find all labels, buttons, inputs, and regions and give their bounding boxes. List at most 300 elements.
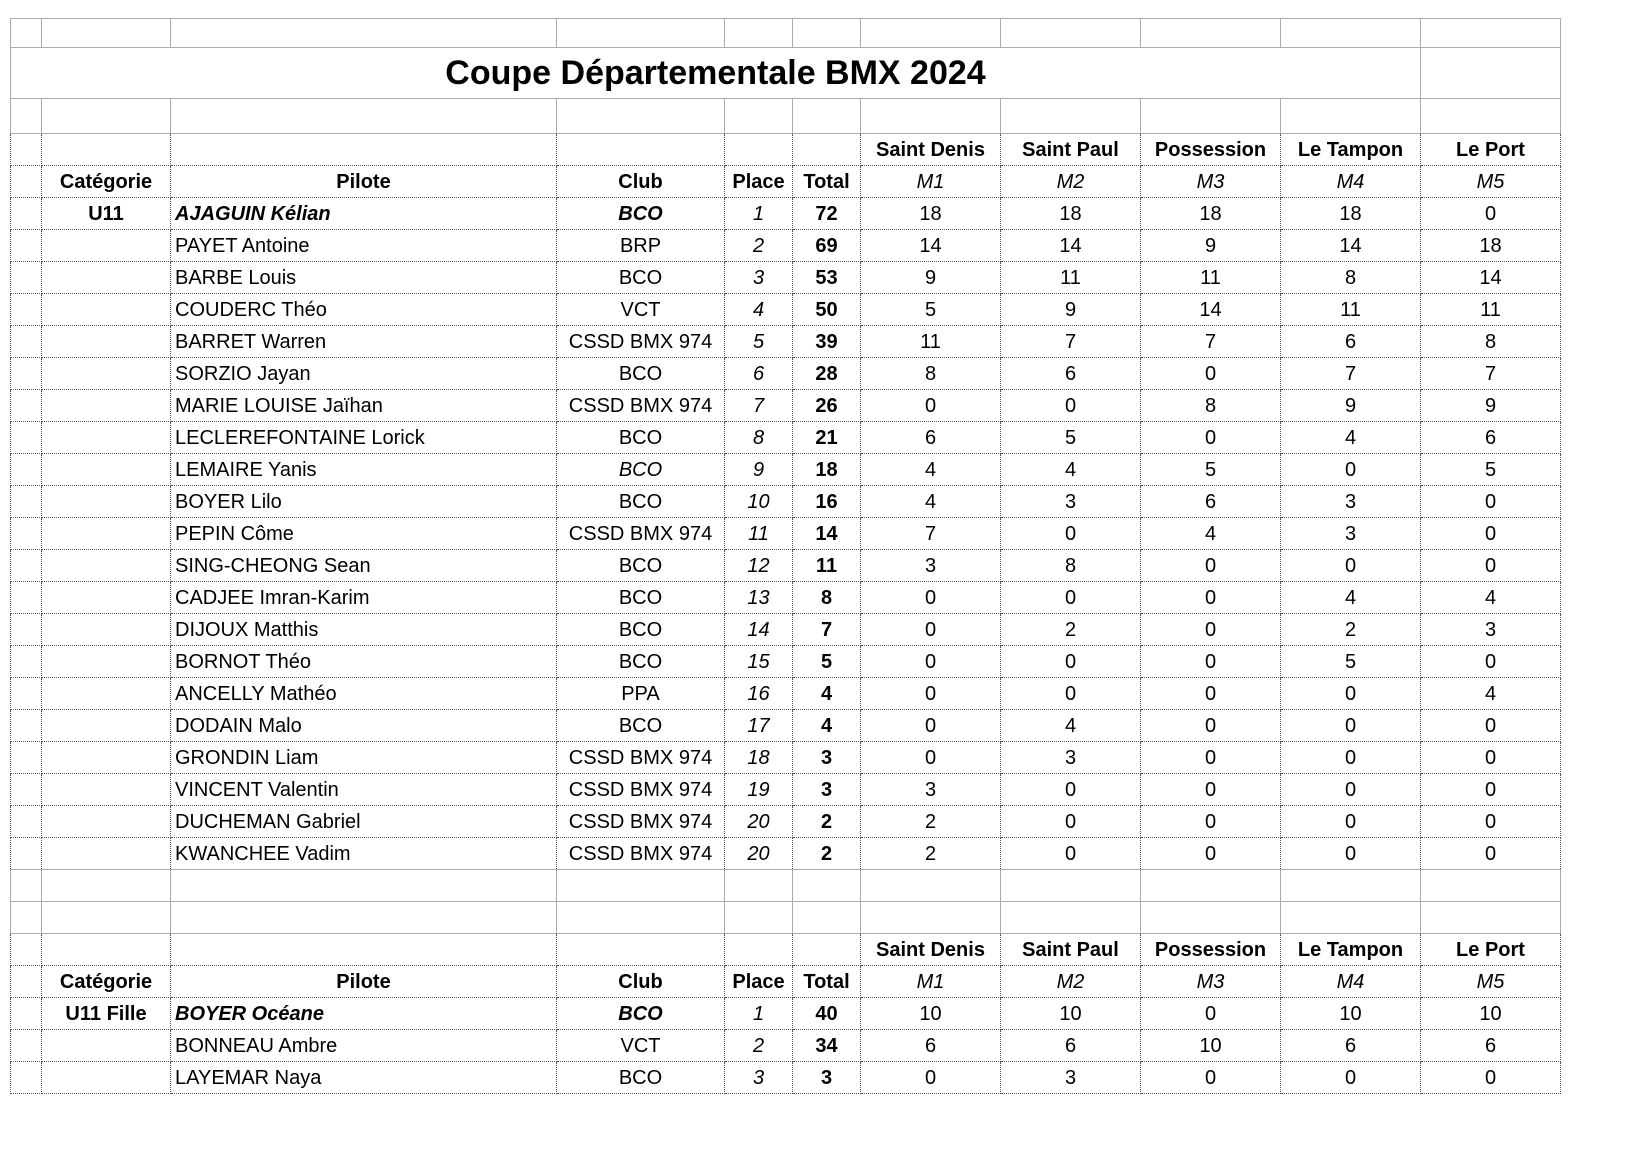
score-cell[interactable]: 5 — [861, 294, 1001, 326]
score-cell[interactable]: 18 — [1281, 198, 1421, 230]
score-cell[interactable]: 0 — [1421, 646, 1561, 678]
pilot-cell[interactable]: COUDERC Théo — [171, 294, 557, 326]
empty-cell[interactable] — [42, 1062, 171, 1094]
score-cell[interactable]: 0 — [861, 742, 1001, 774]
place-cell[interactable]: 1 — [725, 998, 793, 1030]
club-cell[interactable]: BCO — [557, 550, 725, 582]
empty-cell[interactable] — [557, 934, 725, 966]
empty-cell[interactable] — [171, 870, 557, 902]
total-cell[interactable]: 72 — [793, 198, 861, 230]
pilot-cell[interactable]: VINCENT Valentin — [171, 774, 557, 806]
score-cell[interactable]: 0 — [1141, 742, 1281, 774]
manche-header[interactable]: M4 — [1281, 166, 1421, 198]
club-cell[interactable]: BCO — [557, 582, 725, 614]
empty-cell[interactable] — [42, 870, 171, 902]
score-cell[interactable]: 8 — [1141, 390, 1281, 422]
club-cell[interactable]: CSSD BMX 974 — [557, 838, 725, 870]
score-cell[interactable]: 4 — [1281, 422, 1421, 454]
score-cell[interactable]: 6 — [1001, 1030, 1141, 1062]
score-cell[interactable]: 8 — [1001, 550, 1141, 582]
empty-cell[interactable] — [11, 230, 42, 262]
empty-cell[interactable] — [557, 99, 725, 134]
empty-cell[interactable] — [557, 134, 725, 166]
score-cell[interactable]: 4 — [1281, 582, 1421, 614]
place-cell[interactable]: 9 — [725, 454, 793, 486]
empty-cell[interactable] — [11, 166, 42, 198]
empty-cell[interactable] — [171, 99, 557, 134]
total-cell[interactable]: 7 — [793, 614, 861, 646]
empty-cell[interactable] — [11, 870, 42, 902]
score-cell[interactable]: 4 — [1001, 454, 1141, 486]
total-cell[interactable]: 5 — [793, 646, 861, 678]
score-cell[interactable]: 0 — [1421, 198, 1561, 230]
score-cell[interactable]: 6 — [1421, 1030, 1561, 1062]
score-cell[interactable]: 0 — [1281, 454, 1421, 486]
empty-cell[interactable] — [793, 19, 861, 48]
score-cell[interactable]: 0 — [1141, 1062, 1281, 1094]
total-cell[interactable]: 3 — [793, 742, 861, 774]
total-cell[interactable]: 3 — [793, 774, 861, 806]
empty-cell[interactable] — [11, 1030, 42, 1062]
empty-cell[interactable] — [11, 550, 42, 582]
score-cell[interactable]: 2 — [861, 838, 1001, 870]
venue-header[interactable]: Le Tampon — [1281, 934, 1421, 966]
place-cell[interactable]: 3 — [725, 262, 793, 294]
empty-cell[interactable] — [1141, 99, 1281, 134]
empty-cell[interactable] — [42, 646, 171, 678]
club-cell[interactable]: VCT — [557, 294, 725, 326]
venue-header[interactable]: Possession — [1141, 934, 1281, 966]
pilot-cell[interactable]: GRONDIN Liam — [171, 742, 557, 774]
empty-cell[interactable] — [1141, 19, 1281, 48]
score-cell[interactable]: 0 — [1421, 710, 1561, 742]
club-cell[interactable]: BCO — [557, 486, 725, 518]
manche-header[interactable]: M4 — [1281, 966, 1421, 998]
score-cell[interactable]: 9 — [1001, 294, 1141, 326]
club-cell[interactable]: BRP — [557, 230, 725, 262]
score-cell[interactable]: 8 — [1281, 262, 1421, 294]
score-cell[interactable]: 5 — [1141, 454, 1281, 486]
place-cell[interactable]: 2 — [725, 230, 793, 262]
score-cell[interactable]: 6 — [861, 422, 1001, 454]
score-cell[interactable]: 18 — [861, 198, 1001, 230]
empty-cell[interactable] — [11, 934, 42, 966]
total-cell[interactable]: 16 — [793, 486, 861, 518]
club-cell[interactable]: CSSD BMX 974 — [557, 390, 725, 422]
empty-cell[interactable] — [861, 99, 1001, 134]
total-cell[interactable]: 4 — [793, 710, 861, 742]
club-cell[interactable]: BCO — [557, 358, 725, 390]
score-cell[interactable]: 11 — [1141, 262, 1281, 294]
score-cell[interactable]: 0 — [1281, 774, 1421, 806]
score-cell[interactable]: 7 — [1141, 326, 1281, 358]
empty-cell[interactable] — [171, 934, 557, 966]
score-cell[interactable]: 0 — [1141, 550, 1281, 582]
score-cell[interactable]: 0 — [1421, 806, 1561, 838]
score-cell[interactable]: 3 — [861, 550, 1001, 582]
place-cell[interactable]: 3 — [725, 1062, 793, 1094]
club-cell[interactable]: BCO — [557, 422, 725, 454]
score-cell[interactable]: 9 — [1421, 390, 1561, 422]
category-cell[interactable]: U11 Fille — [42, 998, 171, 1030]
empty-cell[interactable] — [42, 19, 171, 48]
pilot-cell[interactable]: MARIE LOUISE Jaïhan — [171, 390, 557, 422]
header-total[interactable]: Total — [793, 166, 861, 198]
empty-cell[interactable] — [11, 390, 42, 422]
pilot-cell[interactable]: AJAGUIN Kélian — [171, 198, 557, 230]
empty-cell[interactable] — [1421, 902, 1561, 934]
score-cell[interactable]: 0 — [1141, 774, 1281, 806]
score-cell[interactable]: 3 — [1001, 486, 1141, 518]
empty-cell[interactable] — [11, 902, 42, 934]
score-cell[interactable]: 0 — [1141, 422, 1281, 454]
manche-header[interactable]: M3 — [1141, 966, 1281, 998]
place-cell[interactable]: 7 — [725, 390, 793, 422]
pilot-cell[interactable]: BARRET Warren — [171, 326, 557, 358]
score-cell[interactable]: 0 — [1281, 742, 1421, 774]
score-cell[interactable]: 0 — [861, 614, 1001, 646]
venue-header[interactable]: Saint Paul — [1001, 934, 1141, 966]
manche-header[interactable]: M2 — [1001, 166, 1141, 198]
pilot-cell[interactable]: PAYET Antoine — [171, 230, 557, 262]
venue-header[interactable]: Saint Paul — [1001, 134, 1141, 166]
score-cell[interactable]: 10 — [1001, 998, 1141, 1030]
empty-cell[interactable] — [1281, 99, 1421, 134]
score-cell[interactable]: 6 — [1141, 486, 1281, 518]
empty-cell[interactable] — [42, 422, 171, 454]
empty-cell[interactable] — [1001, 19, 1141, 48]
venue-header[interactable]: Possession — [1141, 134, 1281, 166]
score-cell[interactable]: 0 — [1281, 710, 1421, 742]
empty-cell[interactable] — [42, 518, 171, 550]
total-cell[interactable]: 53 — [793, 262, 861, 294]
place-cell[interactable]: 13 — [725, 582, 793, 614]
club-cell[interactable]: BCO — [557, 198, 725, 230]
score-cell[interactable]: 18 — [1001, 198, 1141, 230]
place-cell[interactable]: 14 — [725, 614, 793, 646]
score-cell[interactable]: 18 — [1421, 230, 1561, 262]
score-cell[interactable]: 9 — [1141, 230, 1281, 262]
place-cell[interactable]: 15 — [725, 646, 793, 678]
score-cell[interactable]: 0 — [1141, 358, 1281, 390]
manche-header[interactable]: M1 — [861, 166, 1001, 198]
header-place[interactable]: Place — [725, 166, 793, 198]
header-total[interactable]: Total — [793, 966, 861, 998]
score-cell[interactable]: 0 — [861, 710, 1001, 742]
empty-cell[interactable] — [725, 934, 793, 966]
score-cell[interactable]: 3 — [1001, 1062, 1141, 1094]
empty-cell[interactable] — [11, 806, 42, 838]
score-cell[interactable]: 0 — [861, 582, 1001, 614]
score-cell[interactable]: 5 — [1281, 646, 1421, 678]
empty-cell[interactable] — [11, 326, 42, 358]
total-cell[interactable]: 2 — [793, 838, 861, 870]
club-cell[interactable]: BCO — [557, 646, 725, 678]
total-cell[interactable]: 69 — [793, 230, 861, 262]
score-cell[interactable]: 0 — [1421, 486, 1561, 518]
empty-cell[interactable] — [861, 870, 1001, 902]
club-cell[interactable]: BCO — [557, 454, 725, 486]
empty-cell[interactable] — [1141, 870, 1281, 902]
empty-cell[interactable] — [1281, 870, 1421, 902]
category-cell[interactable]: U11 — [42, 198, 171, 230]
empty-cell[interactable] — [42, 774, 171, 806]
score-cell[interactable]: 11 — [1281, 294, 1421, 326]
empty-cell[interactable] — [42, 742, 171, 774]
pilot-cell[interactable]: BOYER Lilo — [171, 486, 557, 518]
place-cell[interactable]: 11 — [725, 518, 793, 550]
empty-cell[interactable] — [793, 870, 861, 902]
empty-cell[interactable] — [11, 582, 42, 614]
empty-cell[interactable] — [725, 99, 793, 134]
empty-cell[interactable] — [11, 358, 42, 390]
total-cell[interactable]: 28 — [793, 358, 861, 390]
empty-cell[interactable] — [42, 806, 171, 838]
empty-cell[interactable] — [11, 646, 42, 678]
total-cell[interactable]: 26 — [793, 390, 861, 422]
pilot-cell[interactable]: LECLEREFONTAINE Lorick — [171, 422, 557, 454]
score-cell[interactable]: 0 — [1421, 1062, 1561, 1094]
pilot-cell[interactable]: BOYER Océane — [171, 998, 557, 1030]
empty-cell[interactable] — [793, 902, 861, 934]
pilot-cell[interactable]: LAYEMAR Naya — [171, 1062, 557, 1094]
score-cell[interactable]: 6 — [1001, 358, 1141, 390]
empty-cell[interactable] — [11, 134, 42, 166]
total-cell[interactable]: 4 — [793, 678, 861, 710]
empty-cell[interactable] — [42, 390, 171, 422]
score-cell[interactable]: 0 — [1421, 518, 1561, 550]
total-cell[interactable]: 34 — [793, 1030, 861, 1062]
score-cell[interactable]: 4 — [861, 486, 1001, 518]
empty-cell[interactable] — [11, 998, 42, 1030]
score-cell[interactable]: 0 — [1281, 806, 1421, 838]
empty-cell[interactable] — [171, 19, 557, 48]
total-cell[interactable]: 2 — [793, 806, 861, 838]
header-club[interactable]: Club — [557, 966, 725, 998]
score-cell[interactable]: 9 — [1281, 390, 1421, 422]
score-cell[interactable]: 0 — [1141, 614, 1281, 646]
score-cell[interactable]: 0 — [1421, 774, 1561, 806]
venue-header[interactable]: Saint Denis — [861, 934, 1001, 966]
place-cell[interactable]: 20 — [725, 806, 793, 838]
pilot-cell[interactable]: SING-CHEONG Sean — [171, 550, 557, 582]
venue-header[interactable]: Le Port — [1421, 934, 1561, 966]
score-cell[interactable]: 4 — [1001, 710, 1141, 742]
club-cell[interactable]: CSSD BMX 974 — [557, 774, 725, 806]
empty-cell[interactable] — [42, 358, 171, 390]
empty-cell[interactable] — [42, 550, 171, 582]
score-cell[interactable]: 10 — [1141, 1030, 1281, 1062]
score-cell[interactable]: 0 — [1001, 806, 1141, 838]
empty-cell[interactable] — [42, 902, 171, 934]
empty-cell[interactable] — [725, 902, 793, 934]
empty-cell[interactable] — [725, 134, 793, 166]
empty-cell[interactable] — [11, 966, 42, 998]
score-cell[interactable]: 14 — [1001, 230, 1141, 262]
empty-cell[interactable] — [11, 99, 42, 134]
score-cell[interactable]: 0 — [1001, 582, 1141, 614]
empty-cell[interactable] — [11, 614, 42, 646]
manche-header[interactable]: M5 — [1421, 966, 1561, 998]
score-cell[interactable]: 7 — [1001, 326, 1141, 358]
empty-cell[interactable] — [11, 454, 42, 486]
empty-cell[interactable] — [861, 902, 1001, 934]
score-cell[interactable]: 6 — [1421, 422, 1561, 454]
pilot-cell[interactable]: SORZIO Jayan — [171, 358, 557, 390]
pilot-cell[interactable]: PEPIN Côme — [171, 518, 557, 550]
place-cell[interactable]: 2 — [725, 1030, 793, 1062]
empty-cell[interactable] — [42, 1030, 171, 1062]
place-cell[interactable]: 17 — [725, 710, 793, 742]
sheet-title[interactable]: Coupe Départementale BMX 2024 — [11, 48, 1421, 99]
header-categorie[interactable]: Catégorie — [42, 166, 171, 198]
club-cell[interactable]: CSSD BMX 974 — [557, 742, 725, 774]
score-cell[interactable]: 14 — [861, 230, 1001, 262]
manche-header[interactable]: M3 — [1141, 166, 1281, 198]
total-cell[interactable]: 21 — [793, 422, 861, 454]
score-cell[interactable]: 10 — [861, 998, 1001, 1030]
score-cell[interactable]: 0 — [861, 1062, 1001, 1094]
score-cell[interactable]: 14 — [1281, 230, 1421, 262]
header-place[interactable]: Place — [725, 966, 793, 998]
header-club[interactable]: Club — [557, 166, 725, 198]
pilot-cell[interactable]: BORNOT Théo — [171, 646, 557, 678]
score-cell[interactable]: 0 — [1001, 390, 1141, 422]
empty-cell[interactable] — [42, 486, 171, 518]
empty-cell[interactable] — [1421, 99, 1561, 134]
score-cell[interactable]: 0 — [861, 390, 1001, 422]
venue-header[interactable]: Le Tampon — [1281, 134, 1421, 166]
empty-cell[interactable] — [1141, 902, 1281, 934]
empty-cell[interactable] — [42, 134, 171, 166]
score-cell[interactable]: 0 — [1421, 838, 1561, 870]
empty-cell[interactable] — [42, 326, 171, 358]
club-cell[interactable]: PPA — [557, 678, 725, 710]
score-cell[interactable]: 0 — [861, 678, 1001, 710]
empty-cell[interactable] — [861, 19, 1001, 48]
total-cell[interactable]: 3 — [793, 1062, 861, 1094]
empty-cell[interactable] — [793, 934, 861, 966]
club-cell[interactable]: BCO — [557, 614, 725, 646]
score-cell[interactable]: 4 — [1141, 518, 1281, 550]
place-cell[interactable]: 8 — [725, 422, 793, 454]
pilot-cell[interactable]: DODAIN Malo — [171, 710, 557, 742]
score-cell[interactable]: 0 — [1001, 518, 1141, 550]
empty-cell[interactable] — [725, 870, 793, 902]
club-cell[interactable]: VCT — [557, 1030, 725, 1062]
score-cell[interactable]: 0 — [1001, 646, 1141, 678]
score-cell[interactable]: 4 — [861, 454, 1001, 486]
score-cell[interactable]: 0 — [1421, 550, 1561, 582]
empty-cell[interactable] — [1001, 902, 1141, 934]
empty-cell[interactable] — [1281, 902, 1421, 934]
empty-cell[interactable] — [11, 486, 42, 518]
score-cell[interactable]: 3 — [861, 774, 1001, 806]
score-cell[interactable]: 10 — [1281, 998, 1421, 1030]
score-cell[interactable]: 0 — [1281, 1062, 1421, 1094]
empty-cell[interactable] — [11, 1062, 42, 1094]
score-cell[interactable]: 2 — [861, 806, 1001, 838]
header-pilote[interactable]: Pilote — [171, 966, 557, 998]
empty-cell[interactable] — [42, 838, 171, 870]
score-cell[interactable]: 0 — [1001, 774, 1141, 806]
empty-cell[interactable] — [793, 134, 861, 166]
score-cell[interactable]: 0 — [1281, 550, 1421, 582]
pilot-cell[interactable]: DUCHEMAN Gabriel — [171, 806, 557, 838]
empty-cell[interactable] — [42, 230, 171, 262]
score-cell[interactable]: 18 — [1141, 198, 1281, 230]
place-cell[interactable]: 6 — [725, 358, 793, 390]
empty-cell[interactable] — [11, 294, 42, 326]
empty-cell[interactable] — [42, 710, 171, 742]
score-cell[interactable]: 11 — [1421, 294, 1561, 326]
manche-header[interactable]: M1 — [861, 966, 1001, 998]
score-cell[interactable]: 0 — [1141, 998, 1281, 1030]
empty-cell[interactable] — [42, 678, 171, 710]
empty-cell[interactable] — [42, 614, 171, 646]
score-cell[interactable]: 6 — [1281, 1030, 1421, 1062]
score-cell[interactable]: 0 — [1001, 678, 1141, 710]
pilot-cell[interactable]: DIJOUX Matthis — [171, 614, 557, 646]
score-cell[interactable]: 7 — [1421, 358, 1561, 390]
score-cell[interactable]: 5 — [1001, 422, 1141, 454]
empty-cell[interactable] — [1001, 99, 1141, 134]
empty-cell[interactable] — [557, 19, 725, 48]
empty-cell[interactable] — [171, 902, 557, 934]
empty-cell[interactable] — [1421, 19, 1561, 48]
empty-cell[interactable] — [1001, 870, 1141, 902]
score-cell[interactable]: 3 — [1001, 742, 1141, 774]
score-cell[interactable]: 9 — [861, 262, 1001, 294]
score-cell[interactable]: 3 — [1281, 486, 1421, 518]
place-cell[interactable]: 18 — [725, 742, 793, 774]
empty-cell[interactable] — [171, 134, 557, 166]
empty-cell[interactable] — [11, 198, 42, 230]
empty-cell[interactable] — [42, 99, 171, 134]
pilot-cell[interactable]: CADJEE Imran-Karim — [171, 582, 557, 614]
score-cell[interactable]: 0 — [1141, 582, 1281, 614]
place-cell[interactable]: 1 — [725, 198, 793, 230]
total-cell[interactable]: 40 — [793, 998, 861, 1030]
venue-header[interactable]: Saint Denis — [861, 134, 1001, 166]
score-cell[interactable]: 0 — [1281, 678, 1421, 710]
pilot-cell[interactable]: BONNEAU Ambre — [171, 1030, 557, 1062]
header-pilote[interactable]: Pilote — [171, 166, 557, 198]
empty-cell[interactable] — [11, 518, 42, 550]
empty-cell[interactable] — [1421, 48, 1561, 99]
score-cell[interactable]: 0 — [1001, 838, 1141, 870]
score-cell[interactable]: 7 — [861, 518, 1001, 550]
place-cell[interactable]: 19 — [725, 774, 793, 806]
club-cell[interactable]: BCO — [557, 1062, 725, 1094]
score-cell[interactable]: 11 — [861, 326, 1001, 358]
empty-cell[interactable] — [42, 294, 171, 326]
score-cell[interactable]: 14 — [1141, 294, 1281, 326]
score-cell[interactable]: 11 — [1001, 262, 1141, 294]
score-cell[interactable]: 0 — [1141, 646, 1281, 678]
total-cell[interactable]: 8 — [793, 582, 861, 614]
score-cell[interactable]: 10 — [1421, 998, 1561, 1030]
pilot-cell[interactable]: KWANCHEE Vadim — [171, 838, 557, 870]
score-cell[interactable]: 8 — [861, 358, 1001, 390]
venue-header[interactable]: Le Port — [1421, 134, 1561, 166]
empty-cell[interactable] — [725, 19, 793, 48]
club-cell[interactable]: BCO — [557, 998, 725, 1030]
club-cell[interactable]: CSSD BMX 974 — [557, 326, 725, 358]
club-cell[interactable]: BCO — [557, 710, 725, 742]
empty-cell[interactable] — [557, 870, 725, 902]
score-cell[interactable]: 7 — [1281, 358, 1421, 390]
